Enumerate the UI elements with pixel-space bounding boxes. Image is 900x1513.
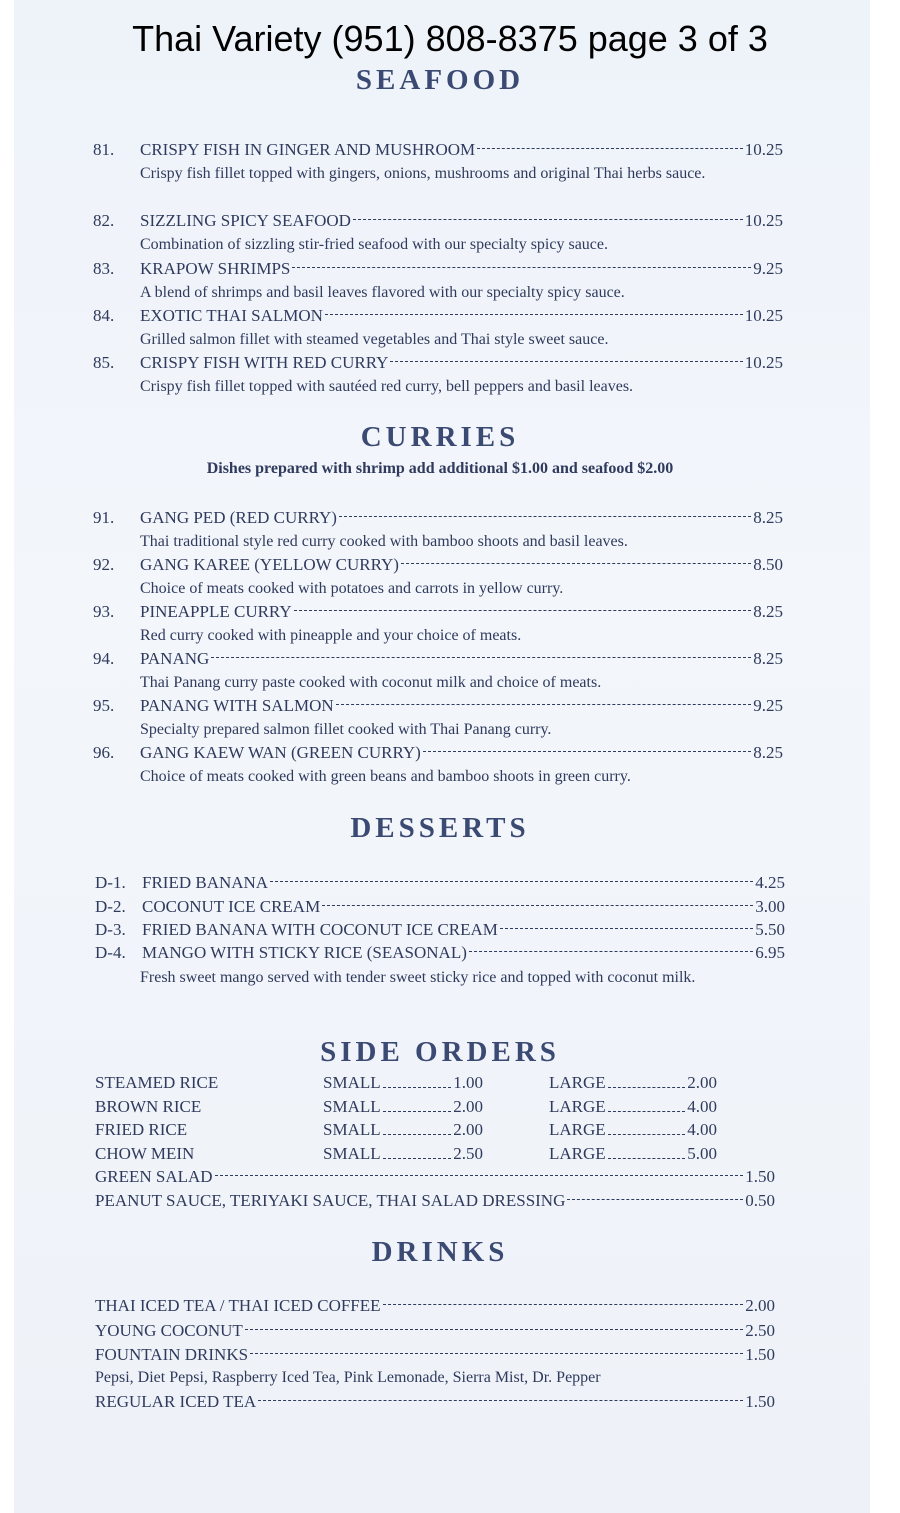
- item-price: 2.00: [745, 1296, 775, 1315]
- menu-item-83: [93, 258, 783, 280]
- leader-dots: [353, 219, 743, 220]
- item-name: GANG KAREE (YELLOW CURRY): [140, 555, 399, 574]
- item-price: 8.50: [753, 555, 783, 574]
- item-price: 8.25: [753, 743, 783, 762]
- small-price: 2.00: [453, 1097, 483, 1116]
- leader-dots: [336, 704, 752, 705]
- item-number: 81.: [93, 140, 115, 159]
- leader-dots: [608, 1136, 686, 1159]
- item-price: 1.50: [745, 1345, 775, 1364]
- leader-dots: [567, 1199, 743, 1200]
- menu-item-93: [93, 601, 783, 623]
- desserts-title: DESSERTS: [350, 812, 530, 844]
- menu-item-91: [93, 507, 783, 529]
- side-name: BROWN RICE: [95, 1097, 202, 1116]
- item-price: 10.25: [744, 211, 783, 230]
- leader-dots: [477, 148, 743, 149]
- item-price: 3.00: [755, 897, 785, 916]
- item-description: A blend of shrimps and basil leaves flavored with our specialty spicy sauce.: [140, 284, 625, 301]
- item-price: 10.25: [744, 353, 783, 372]
- item-number: D-1.: [95, 873, 126, 892]
- large-label: LARGE: [549, 1097, 606, 1116]
- small-label: SMALL: [323, 1073, 381, 1092]
- item-price: 5.50: [755, 920, 785, 939]
- large-price: 2.00: [687, 1073, 717, 1092]
- menu-item-d3: [95, 919, 785, 941]
- leader-dots: [500, 928, 753, 929]
- menu-item-85: [93, 352, 783, 374]
- leader-dots: [258, 1400, 743, 1401]
- menu-item-92: [93, 554, 783, 576]
- item-description: Crispy fish fillet topped with sautéed red curry, bell peppers and basil leaves.: [140, 378, 634, 395]
- item-price: 0.50: [745, 1191, 775, 1210]
- item-price: 1.50: [745, 1167, 775, 1186]
- item-price: 1.50: [745, 1392, 775, 1411]
- item-price: 4.25: [755, 873, 785, 892]
- item-name: KRAPOW SHRIMPS: [140, 259, 291, 278]
- item-name: CRISPY FISH WITH RED CURRY: [140, 353, 389, 372]
- menu-item-82: [93, 210, 783, 232]
- large-price: 5.00: [687, 1144, 717, 1163]
- leader-dots: [383, 1112, 452, 1135]
- menu-item-95: [93, 695, 783, 717]
- item-name: PEANUT SAUCE, TERIYAKI SAUCE, THAI SALAD DRESSING: [95, 1191, 566, 1210]
- item-name: EXOTIC THAI SALMON: [140, 306, 323, 325]
- item-price: 9.25: [753, 696, 783, 715]
- small-price: 2.50: [453, 1144, 483, 1163]
- side-name: CHOW MEIN: [95, 1144, 195, 1163]
- small-label: SMALL: [323, 1097, 381, 1116]
- side-small: [323, 1142, 483, 1165]
- item-number: 84.: [93, 306, 115, 325]
- item-name: PINEAPPLE CURRY: [140, 602, 292, 621]
- item-description: Thai traditional style red curry cooked with bamboo shoots and basil leaves.: [140, 533, 628, 550]
- item-price: 6.95: [755, 943, 785, 962]
- side-row-chow-mein: [95, 1142, 775, 1165]
- side-green-salad: [95, 1166, 775, 1188]
- item-name: THAI ICED TEA / THAI ICED COFFEE: [95, 1296, 381, 1315]
- item-price: 2.50: [745, 1321, 775, 1340]
- small-price: 2.00: [453, 1120, 483, 1139]
- leader-dots: [383, 1304, 744, 1305]
- leader-dots: [401, 563, 751, 564]
- item-price: 10.25: [744, 140, 783, 159]
- small-price: 1.00: [453, 1073, 483, 1092]
- side-orders-title: SIDE ORDERS: [320, 1036, 560, 1068]
- curries-title: CURRIES: [360, 421, 520, 453]
- leader-dots: [608, 1089, 686, 1112]
- item-description: Grilled salmon fillet with steamed vegetables and Thai style sweet sauce.: [140, 331, 609, 348]
- drinks-title: DRINKS: [371, 1236, 509, 1268]
- leader-dots: [608, 1065, 686, 1088]
- item-name: REGULAR ICED TEA: [95, 1392, 257, 1411]
- large-label: LARGE: [549, 1073, 606, 1092]
- leader-dots: [211, 657, 751, 658]
- large-price: 4.00: [687, 1097, 717, 1116]
- item-name: YOUNG COCONUT: [95, 1321, 243, 1340]
- leader-dots: [608, 1112, 686, 1135]
- side-name: FRIED RICE: [95, 1120, 188, 1139]
- item-description: Choice of meats cooked with green beans and bamboo shoots in green curry.: [140, 768, 631, 785]
- leader-dots: [325, 314, 743, 315]
- leader-dots: [270, 881, 753, 882]
- item-name: FRIED BANANA: [142, 873, 269, 892]
- leader-dots: [339, 516, 751, 517]
- item-number: 91.: [93, 508, 115, 527]
- item-price: 10.25: [744, 306, 783, 325]
- item-name: CRISPY FISH IN GINGER AND MUSHROOM: [140, 140, 476, 159]
- large-label: LARGE: [549, 1144, 606, 1163]
- drink-fountain: [95, 1344, 775, 1366]
- item-price: 8.25: [753, 508, 783, 527]
- item-description: Red curry cooked with pineapple and your choice of meats.: [140, 627, 522, 644]
- item-number: D-3.: [95, 920, 126, 939]
- leader-dots: [322, 905, 753, 906]
- item-number: 95.: [93, 696, 115, 715]
- item-name: FRIED BANANA WITH COCONUT ICE CREAM: [142, 920, 498, 939]
- item-description: Thai Panang curry paste cooked with coconut milk and choice of meats.: [140, 674, 602, 691]
- item-name: COCONUT ICE CREAM: [142, 897, 321, 916]
- item-number: 85.: [93, 353, 115, 372]
- item-price: 8.25: [753, 649, 783, 668]
- page-header: Thai Variety (951) 808-8375 page 3 of 3: [132, 18, 768, 59]
- item-name: GANG KAEW WAN (GREEN CURRY): [140, 743, 421, 762]
- side-large: [549, 1142, 717, 1165]
- large-label: LARGE: [549, 1120, 606, 1139]
- item-price: 8.25: [753, 602, 783, 621]
- item-name: SIZZLING SPICY SEAFOOD: [140, 211, 351, 230]
- leader-dots: [469, 951, 753, 952]
- item-name: PANANG WITH SALMON: [140, 696, 334, 715]
- item-name: GANG PED (RED CURRY): [140, 508, 337, 527]
- item-name: GREEN SALAD: [95, 1167, 213, 1186]
- drink-young-coconut: [95, 1320, 775, 1342]
- leader-dots: [250, 1353, 743, 1354]
- item-name: FOUNTAIN DRINKS: [95, 1345, 249, 1364]
- item-number: D-2.: [95, 897, 126, 916]
- fountain-note: Pepsi, Diet Pepsi, Raspberry Iced Tea, Pink Lemonade, Sierra Mist, Dr. Pepper: [95, 1369, 601, 1386]
- menu-item-81: [93, 139, 783, 161]
- item-number: 83.: [93, 259, 115, 278]
- item-number: 82.: [93, 211, 115, 230]
- item-price: 9.25: [753, 259, 783, 278]
- leader-dots: [383, 1065, 452, 1088]
- menu-item-94: [93, 648, 783, 670]
- menu-item-d4: [95, 942, 785, 964]
- side-name: STEAMED RICE: [95, 1073, 219, 1092]
- drink-regular-iced-tea: [95, 1391, 775, 1413]
- leader-dots: [423, 751, 751, 752]
- leader-dots: [383, 1089, 452, 1112]
- item-description: Specialty prepared salmon fillet cooked with Thai Panang curry.: [140, 721, 552, 738]
- large-price: 4.00: [687, 1120, 717, 1139]
- item-number: D-4.: [95, 943, 126, 962]
- seafood-title: SEAFOOD: [355, 64, 525, 96]
- item-description: Combination of sizzling stir-fried seafood with our specialty spicy sauce.: [140, 236, 609, 253]
- menu-item-96: [93, 742, 783, 764]
- item-number: 94.: [93, 649, 115, 668]
- item-number: 92.: [93, 555, 115, 574]
- side-sauces: [95, 1190, 775, 1212]
- item-number: 93.: [93, 602, 115, 621]
- leader-dots: [390, 361, 742, 362]
- item-name: PANANG: [140, 649, 210, 668]
- item-description: Crispy fish fillet topped with gingers, onions, mushrooms and original Thai herbs sauce.: [140, 165, 706, 182]
- leader-dots: [383, 1136, 452, 1159]
- menu-item-d2: [95, 896, 785, 918]
- item-name: MANGO WITH STICKY RICE (SEASONAL): [142, 943, 467, 962]
- drink-thai-tea: [95, 1295, 775, 1317]
- curries-note: Dishes prepared with shrimp add additional $1.00 and seafood $2.00: [206, 460, 674, 477]
- leader-dots: [215, 1175, 744, 1176]
- leader-dots: [245, 1329, 743, 1330]
- leader-dots: [292, 267, 751, 268]
- menu-item-84: [93, 305, 783, 327]
- small-label: SMALL: [323, 1144, 381, 1163]
- small-label: SMALL: [323, 1120, 381, 1139]
- menu-item-d1: [95, 872, 785, 894]
- item-description: Choice of meats cooked with potatoes and carrots in yellow curry.: [140, 580, 564, 597]
- item-description: Fresh sweet mango served with tender sweet sticky rice and topped with coconut milk.: [140, 969, 696, 986]
- item-number: 96.: [93, 743, 115, 762]
- leader-dots: [294, 610, 752, 611]
